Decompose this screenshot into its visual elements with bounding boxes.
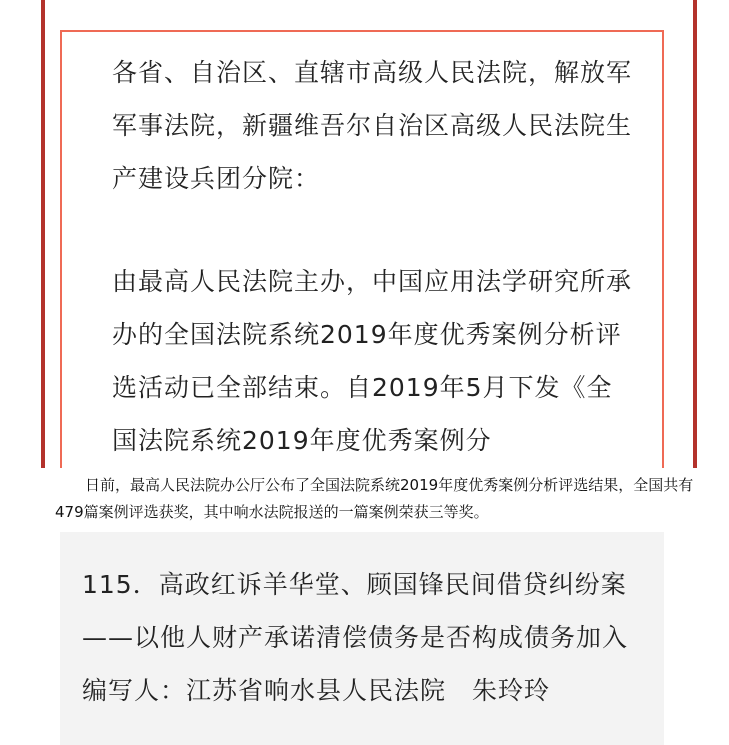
notice-body: 由最高人民法院主办，中国应用法学研究所承办的全国法院系统2019年度优秀案例分析评选活动已全部结束。自2019年5月下发《全国法院系统2019年度优秀案例分 <box>112 267 633 455</box>
case-title: 115．高政红诉羊华堂、顾国锋民间借贷纠纷案 <box>82 570 627 599</box>
article-caption <box>55 472 695 526</box>
right-red-rule <box>693 0 697 468</box>
left-red-rule <box>41 0 45 468</box>
case-subtitle: ——以他人财产承诺清偿债务是否构成债务加入 <box>82 623 629 652</box>
case-entry <box>82 558 662 717</box>
notice-addressee: 各省、自治区、直辖市高级人民法院，解放军军事法院，新疆维吾尔自治区高级人民法院生产建设兵团分院： <box>112 58 633 193</box>
caption-text: 日前，最高人民法院办公厅公布了全国法院系统2019年度优秀案例分析评选结果，全国共有479篇案例评选获奖，其中响水法院报送的一篇案例荣获三等奖。 <box>55 476 694 521</box>
case-author: 编写人：江苏省响水县人民法院 朱玲玲 <box>82 676 551 705</box>
